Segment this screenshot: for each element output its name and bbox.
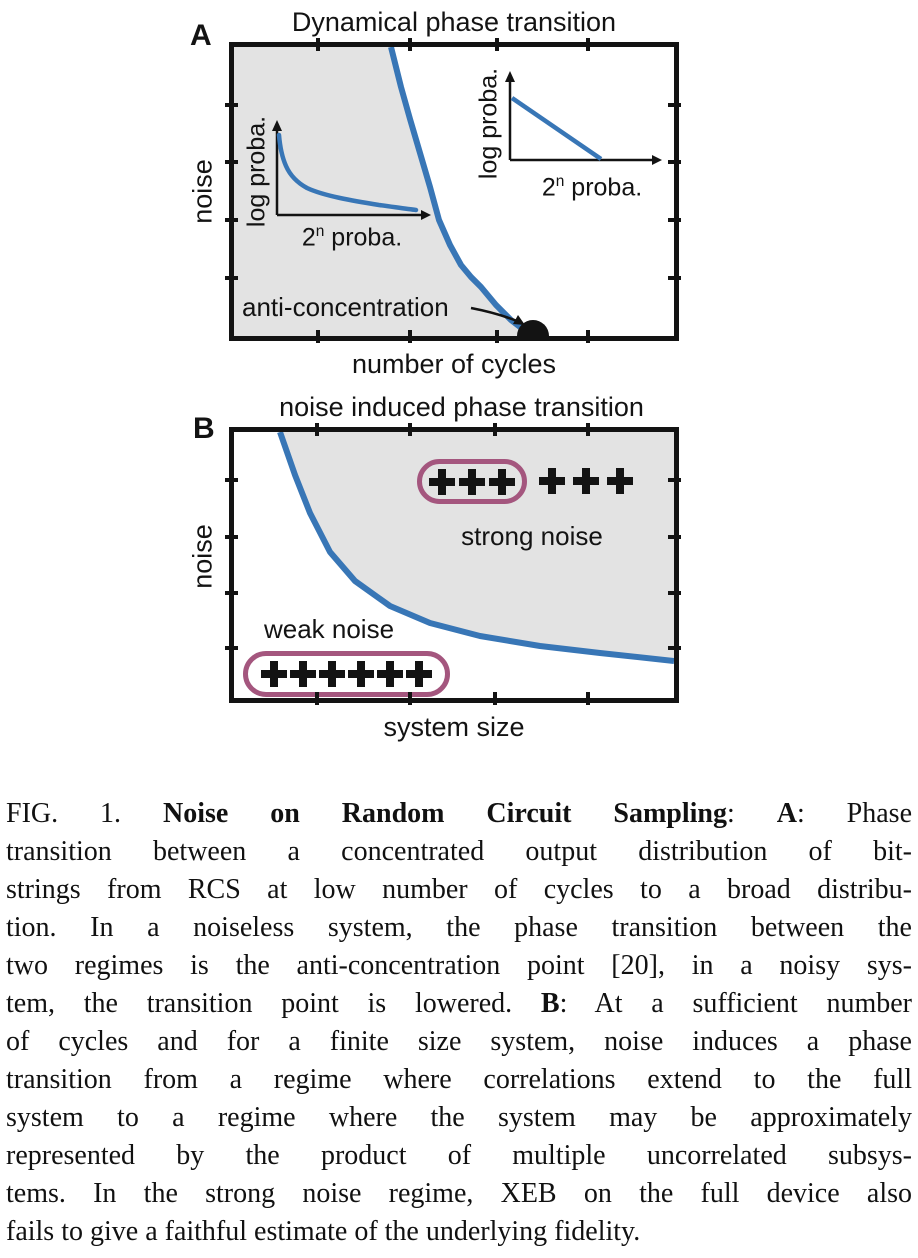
axis-tick (225, 218, 238, 222)
superscript-n: n (555, 173, 565, 190)
plus-symbol (406, 661, 432, 687)
strong-noise-label: strong noise (461, 521, 603, 551)
strong-noise-free-qubits (539, 468, 633, 494)
inset-broad-y-label: log proba. (474, 67, 503, 180)
axis-tick (668, 591, 681, 595)
anti-concentration-label: anti-concentration (242, 292, 449, 322)
plus-symbol (429, 469, 455, 495)
inset-broad-line (512, 98, 601, 159)
panel-a-y-axis-label: noise (187, 159, 218, 224)
panel-b-letter: B (193, 412, 215, 445)
axis-tick (225, 103, 238, 107)
superscript-n: n (315, 223, 325, 240)
axis-tick (315, 423, 319, 436)
strong-noise-subsystem-capsule (417, 459, 527, 504)
panel-b-title: noise induced phase transition (279, 392, 644, 422)
caption-line: tem, the transition point is lowered. B: At a sufficient number (6, 988, 912, 1019)
plus-symbol (539, 468, 565, 494)
caption-line: transition between a concentrated output distribution of bit- (6, 836, 912, 867)
caption-line: represented by the product of multiple uncorrelated subsys- (6, 1140, 912, 1171)
caption-line: of cycles and for a finite size system, noise induces a phase (6, 1026, 912, 1057)
panel-a-x-axis-label: number of cycles (351, 349, 557, 379)
axis-tick (225, 535, 238, 539)
caption-line: fails to give a faithful estimate of the underlying fidelity. (6, 1216, 641, 1247)
axis-tick (315, 692, 319, 705)
caption-line: system to a regime where the system may be approximately (6, 1102, 912, 1133)
caption-line: strings from RCS at low number of cycles to a broad distribu- (6, 874, 912, 905)
axis-tick (586, 38, 590, 51)
plus-symbol (459, 469, 485, 495)
axis-tick (668, 535, 681, 539)
axis-tick (493, 692, 497, 705)
axis-tick (495, 330, 499, 343)
plus-symbol (348, 661, 374, 687)
figure-caption (6, 795, 912, 1251)
caption-line: tion. In a noiseless system, the phase transition between the (6, 912, 912, 943)
caption-line: transition from a regime where correlations extend to the full (6, 1064, 912, 1095)
plus-symbol (290, 661, 316, 687)
panel-a-letter: A (190, 19, 212, 52)
axis-tick (408, 330, 412, 343)
axis-tick (668, 160, 681, 164)
axis-tick (225, 276, 238, 280)
caption-line: two regimes is the anti-concentration point [20], in a noisy sys- (6, 950, 912, 981)
axis-tick (225, 160, 238, 164)
panel-b-y-axis-label: noise (187, 524, 218, 589)
axis-tick (316, 330, 320, 343)
panel-b-x-axis-label: system size (383, 712, 525, 742)
axis-tick (316, 38, 320, 51)
axis-tick (586, 330, 590, 343)
inset-concentrated-x-label: 2$^n$ proba. (301, 223, 403, 252)
inset-broad-yaxis-arrow (505, 71, 515, 82)
axis-tick (225, 646, 238, 650)
axis-tick (225, 478, 238, 482)
plus-symbol (261, 661, 287, 687)
axis-tick (493, 423, 497, 436)
axis-tick (668, 218, 681, 222)
plus-symbol (573, 468, 599, 494)
caption-line: tems. In the strong noise regime, XEB on the full device also (6, 1178, 912, 1209)
inset-broad-x-label: 2$^n$ proba. (541, 173, 643, 202)
axis-tick (495, 38, 499, 51)
axis-tick (408, 38, 412, 51)
axis-tick (225, 591, 238, 595)
axis-tick (668, 478, 681, 482)
axis-tick (668, 276, 681, 280)
inset-concentrated-y-label: log proba. (242, 115, 271, 228)
caption-line: FIG. 1. Noise on Random Circuit Sampling: A: Phase (6, 798, 912, 829)
axis-tick (586, 692, 590, 705)
weak-noise-label: weak noise (263, 614, 395, 644)
axis-tick (668, 103, 681, 107)
axis-tick (408, 423, 412, 436)
plus-symbol (319, 661, 345, 687)
plus-symbol (489, 469, 515, 495)
plus-symbol (377, 661, 403, 687)
axis-tick (586, 423, 590, 436)
plus-symbol (607, 468, 633, 494)
inset-broad-xaxis-arrow (652, 155, 662, 165)
axis-tick (668, 646, 681, 650)
axis-tick (408, 692, 412, 705)
weak-noise-full-system-capsule (243, 651, 450, 697)
panel-a-title: Dynamical phase transition (291, 7, 617, 37)
